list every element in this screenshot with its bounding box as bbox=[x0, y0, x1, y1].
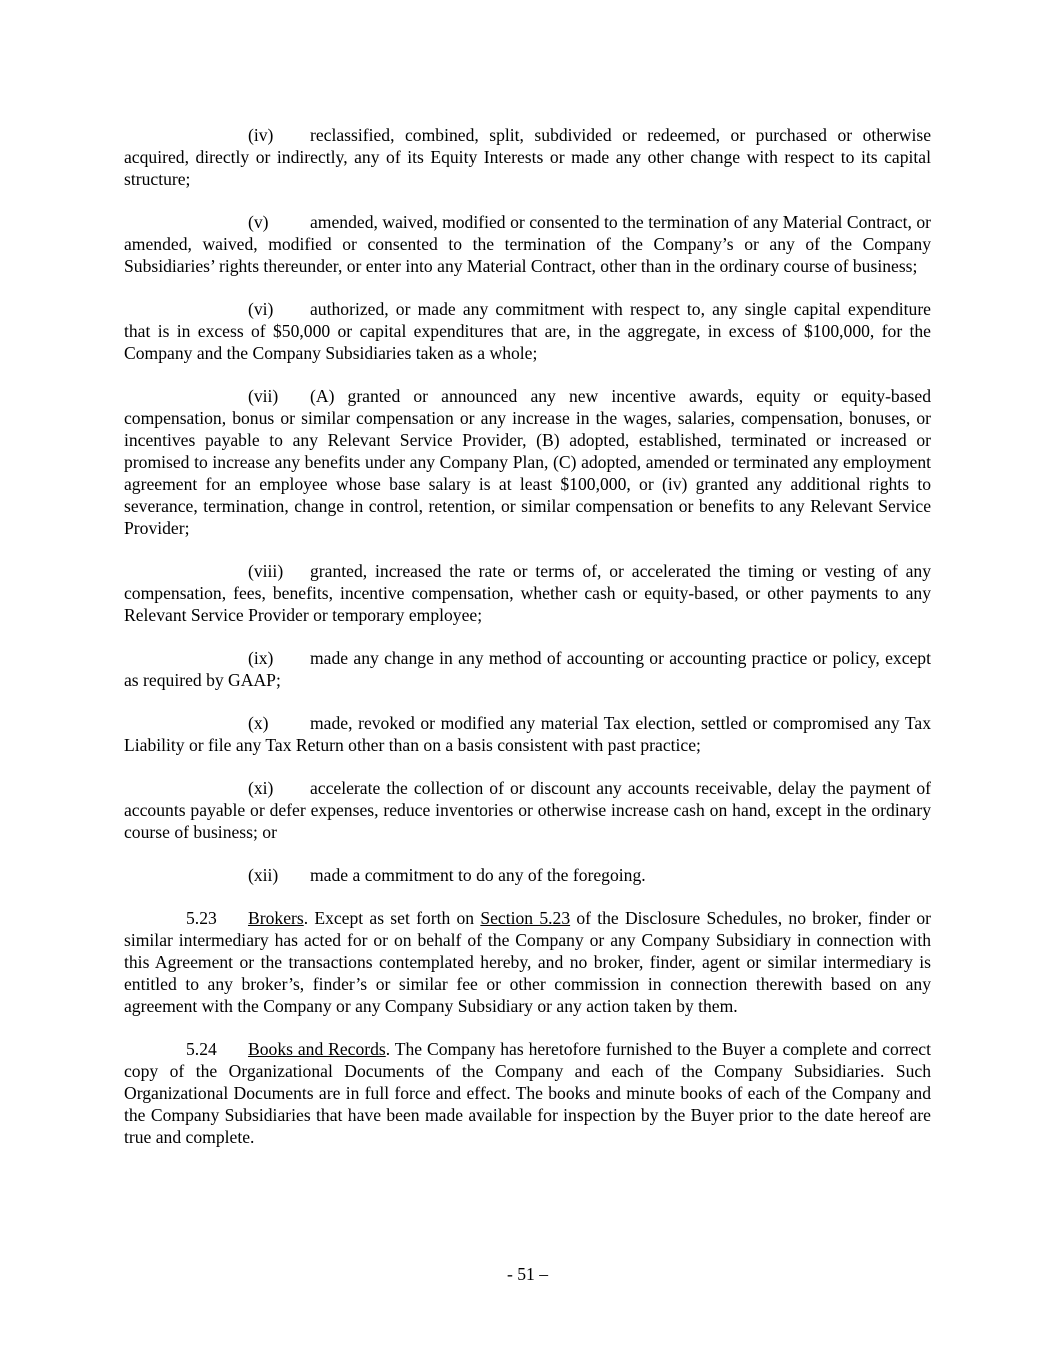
clause-xi bbox=[124, 777, 931, 843]
section-text-part-1: . Except as set forth on bbox=[303, 908, 481, 928]
clause-text: accelerate the collection of or discount any accounts receivable, delay the payment of accounts payable or defer expenses, reduce inventories or otherwise increase cash on hand, except in the ordinary course of business; or bbox=[124, 778, 931, 842]
section-5-23 bbox=[124, 907, 931, 1017]
section-text: . The Company has heretofore furnished to the Buyer a complete and correct copy of the Organizational Documents of the Company and each of the Company Subsidiaries. Such Organizational Documents are in full force and effect. The books and minute books of each of the Company and the Company Subsidiaries that have been made available for inspection by the Buyer prior to the date hereof are true and complete. bbox=[124, 1039, 931, 1147]
section-reference: Section 5.23 bbox=[480, 908, 571, 928]
page-number: - 51 – bbox=[506, 1264, 549, 1284]
clause-text: (A) granted or announced any new incentive awards, equity or equity-based compensation, bonus or similar compensation or any increase in the wages, salaries, compensation, bonuses, or incentives payable to any Relevant Service Provider, (B) adopted, established, terminated or increased or promised to increase any benefits under any Company Plan, (C) adopted, amended or terminated any employment agreement for an employee whose base salary is at least $100,000, or (iv) granted any additional rights to severance, termination, change in control, retention, or similar compensation or benefits to any Relevant Service Provider; bbox=[124, 386, 931, 538]
clause-number: (ix) bbox=[248, 648, 274, 668]
clause-text: reclassified, combined, split, subdivided or redeemed, or purchased or otherwise acquired, directly or indirectly, any of its Equity Interests or made any other change with respect to its capital structure; bbox=[124, 125, 931, 189]
clause-number: (xii) bbox=[248, 865, 279, 885]
clause-x bbox=[124, 712, 931, 756]
section-heading: Brokers bbox=[248, 908, 304, 928]
clause-text: made a commitment to do any of the foregoing. bbox=[310, 865, 646, 885]
clause-vi bbox=[124, 298, 931, 364]
clause-number: (xi) bbox=[248, 778, 274, 798]
clause-viii bbox=[124, 560, 931, 626]
clause-ix bbox=[124, 647, 931, 691]
clause-iv bbox=[124, 124, 931, 190]
clause-xii bbox=[124, 864, 931, 886]
clause-number: (vi) bbox=[248, 299, 274, 319]
document-page bbox=[124, 124, 931, 1169]
clause-number: (iv) bbox=[248, 125, 274, 145]
clause-vii bbox=[124, 385, 931, 539]
clause-text: made, revoked or modified any material Tax election, settled or compromised any Tax Liability or file any Tax Return other than on a basis consistent with past practice; bbox=[124, 713, 931, 755]
section-number: 5.23 bbox=[186, 908, 217, 928]
clause-text: made any change in any method of accounting or accounting practice or policy, except as required by GAAP; bbox=[124, 648, 931, 690]
clause-text: authorized, or made any commitment with respect to, any single capital expenditure that is in excess of $50,000 or capital expenditures that are, in the aggregate, in excess of $100,000, for the Company and the Company Subsidiaries taken as a whole; bbox=[124, 299, 931, 363]
clause-v bbox=[124, 211, 931, 277]
clause-number: (viii) bbox=[248, 561, 284, 581]
clause-number: (x) bbox=[248, 713, 269, 733]
section-heading: Books and Records bbox=[248, 1039, 386, 1059]
clause-text: granted, increased the rate or terms of, or accelerated the timing or vesting of any compensation, fees, benefits, incentive compensation, whether cash or equity-based, or other payments to any Relevant Service Provider or temporary employee; bbox=[124, 561, 931, 625]
section-text-part-2: of the Disclosure Schedules, no broker, finder or similar intermediary has acted for or on behalf of the Company or any Company Subsidiary in connection with this Agreement or the transactions contemplated hereby, and no broker, finder, agent or similar intermediary is entitled to any broker’s, finder’s or similar fee or other commission in connection therewith based on any agreement with the Company or any Company Subsidiary or any action taken by them. bbox=[124, 908, 931, 1016]
section-number: 5.24 bbox=[186, 1039, 217, 1059]
clause-number: (v) bbox=[248, 212, 269, 232]
clause-text: amended, waived, modified or consented to the termination of any Material Contract, or amended, waived, modified or consented to the termination of the Company’s or any of the Company Subsidiaries’ rights thereunder, or enter into any Material Contract, other than in the ordinary course of business; bbox=[124, 212, 931, 276]
section-5-24 bbox=[124, 1038, 931, 1148]
clause-number: (vii) bbox=[248, 386, 279, 406]
